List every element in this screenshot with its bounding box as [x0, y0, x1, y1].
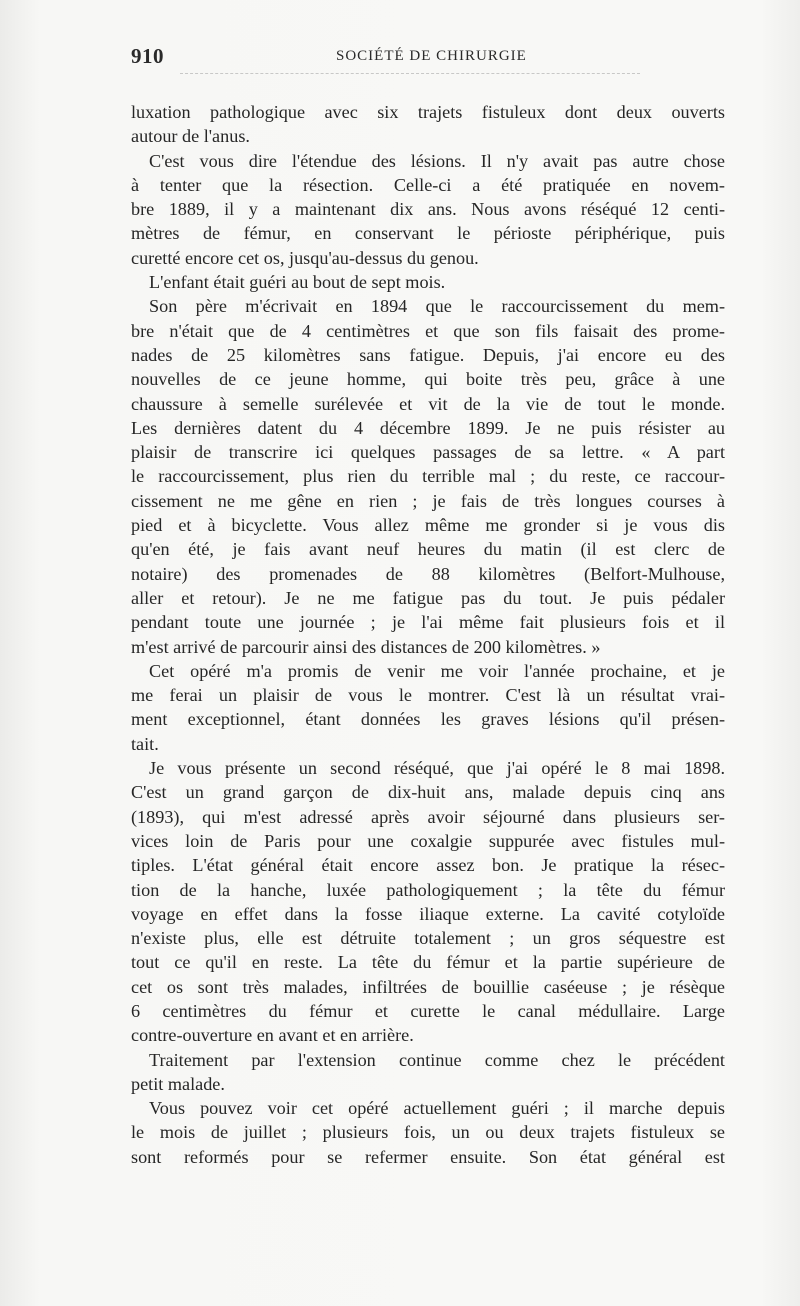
- text-line: voyage en effet dans la fosse iliaque externe. La cavité cotyloïde: [131, 903, 725, 924]
- text-line: notaire) des promenades de 88 kilomètres (Belfort-Mulhouse,: [131, 563, 725, 584]
- text-line: aller et retour). Je ne me fatigue pas du tout. Je puis pédaler: [131, 587, 725, 608]
- text-line: tout ce qu'il en reste. La tête du fémur et la partie supérieure de: [131, 952, 725, 973]
- body-text: [131, 100, 725, 1169]
- text-line: Vous pouvez voir cet opéré actuellement guéri ; il marche depuis: [149, 1098, 725, 1119]
- text-line: petit malade.: [131, 1073, 225, 1094]
- text-line: Les dernières datent du 4 décembre 1899. Je ne puis résister au: [131, 417, 725, 438]
- text-line: Cet opéré m'a promis de venir me voir l'année prochaine, et je: [149, 660, 725, 681]
- text-line: mètres de fémur, en conservant le périoste périphérique, puis: [131, 223, 725, 244]
- text-line: C'est vous dire l'étendue des lésions. Il n'y avait pas autre chose: [149, 150, 725, 171]
- text-line: pendant toute une journée ; je l'ai même fait plusieurs fois et il: [131, 612, 725, 633]
- text-line: ment exceptionnel, étant données les graves lésions qu'il présen-: [131, 709, 725, 730]
- text-line: Son père m'écrivait en 1894 que le raccourcissement du mem-: [149, 296, 725, 317]
- text-line: nades de 25 kilomètres sans fatigue. Depuis, j'ai encore eu des: [131, 344, 725, 365]
- text-line: Traitement par l'extension continue comme chez le précédent: [149, 1049, 725, 1070]
- text-line: n'existe plus, elle est détruite totalement ; un gros séquestre est: [131, 928, 725, 949]
- header-rule: [180, 73, 640, 74]
- text-line: chaussure à semelle surélevée et vit de la vie de tout le monde.: [131, 393, 725, 414]
- text-line: sont reformés pour se refermer ensuite. Son état général est: [131, 1146, 725, 1167]
- text-line: bre n'était que de 4 centimètres et que son fils faisait des prome-: [131, 320, 725, 341]
- text-line: bre 1889, il y a maintenant dix ans. Nous avons réséqué 12 centi-: [131, 199, 725, 220]
- text-line: me ferai un plaisir de vous le montrer. C'est là un résultat vrai-: [131, 685, 725, 706]
- text-line: L'enfant était guéri au bout de sept mois.: [149, 272, 446, 293]
- text-line: curetté encore cet os, jusqu'au-dessus du genou.: [131, 247, 479, 268]
- text-line: luxation pathologique avec six trajets fistuleux dont deux ouverts: [131, 102, 725, 122]
- page-number: 910: [131, 44, 164, 68]
- text-line: tiples. L'état général était encore assez bon. Je pratique la résec-: [131, 855, 725, 876]
- text-line: C'est un grand garçon de dix-huit ans, malade depuis cinq ans: [131, 782, 725, 803]
- text-line: vices loin de Paris pour une coxalgie suppurée avec fistules mul-: [131, 830, 725, 851]
- text-line: m'est arrivé de parcourir ainsi des distances de 200 kilomètres. »: [131, 636, 601, 657]
- text-line: qu'en été, je fais avant neuf heures du matin (il est clerc de: [131, 539, 725, 560]
- text-line: 6 centimètres du fémur et curette le canal médullaire. Large: [131, 1000, 725, 1021]
- text-line: nouvelles de ce jeune homme, qui boite très peu, grâce à une: [131, 369, 725, 390]
- text-line: le raccourcissement, plus rien du terrible mal ; du reste, ce raccour-: [131, 466, 725, 487]
- text-line: le mois de juillet ; plusieurs fois, un ou deux trajets fistuleux se: [131, 1122, 725, 1143]
- text-line: pied et à bicyclette. Vous allez même me gronder si je vous dis: [131, 515, 725, 536]
- text-line: cissement ne me gêne en rien ; je fais de très longues courses à: [131, 490, 725, 511]
- text-line: cet os sont très malades, infiltrées de bouillie caséeuse ; je résèque: [131, 976, 725, 997]
- text-line: autour de l'anus.: [131, 126, 250, 147]
- text-line: tait.: [131, 733, 159, 754]
- text-line: Je vous présente un second réséqué, que j'ai opéré le 8 mai 1898.: [149, 758, 725, 779]
- text-line: (1893), qui m'est adressé après avoir séjourné dans plusieurs ser-: [131, 806, 725, 827]
- page-header: [131, 44, 723, 74]
- text-line: contre-ouverture en avant et en arrière.: [131, 1025, 414, 1046]
- text-line: à tenter que la résection. Celle-ci a été pratiquée en novem-: [131, 174, 725, 195]
- running-title: SOCIÉTÉ DE CHIRURGIE: [336, 48, 527, 64]
- text-line: plaisir de transcrire ici quelques passages de sa lettre. « A part: [131, 442, 725, 463]
- text-line: tion de la hanche, luxée pathologiquement ; la tête du fémur: [131, 879, 725, 900]
